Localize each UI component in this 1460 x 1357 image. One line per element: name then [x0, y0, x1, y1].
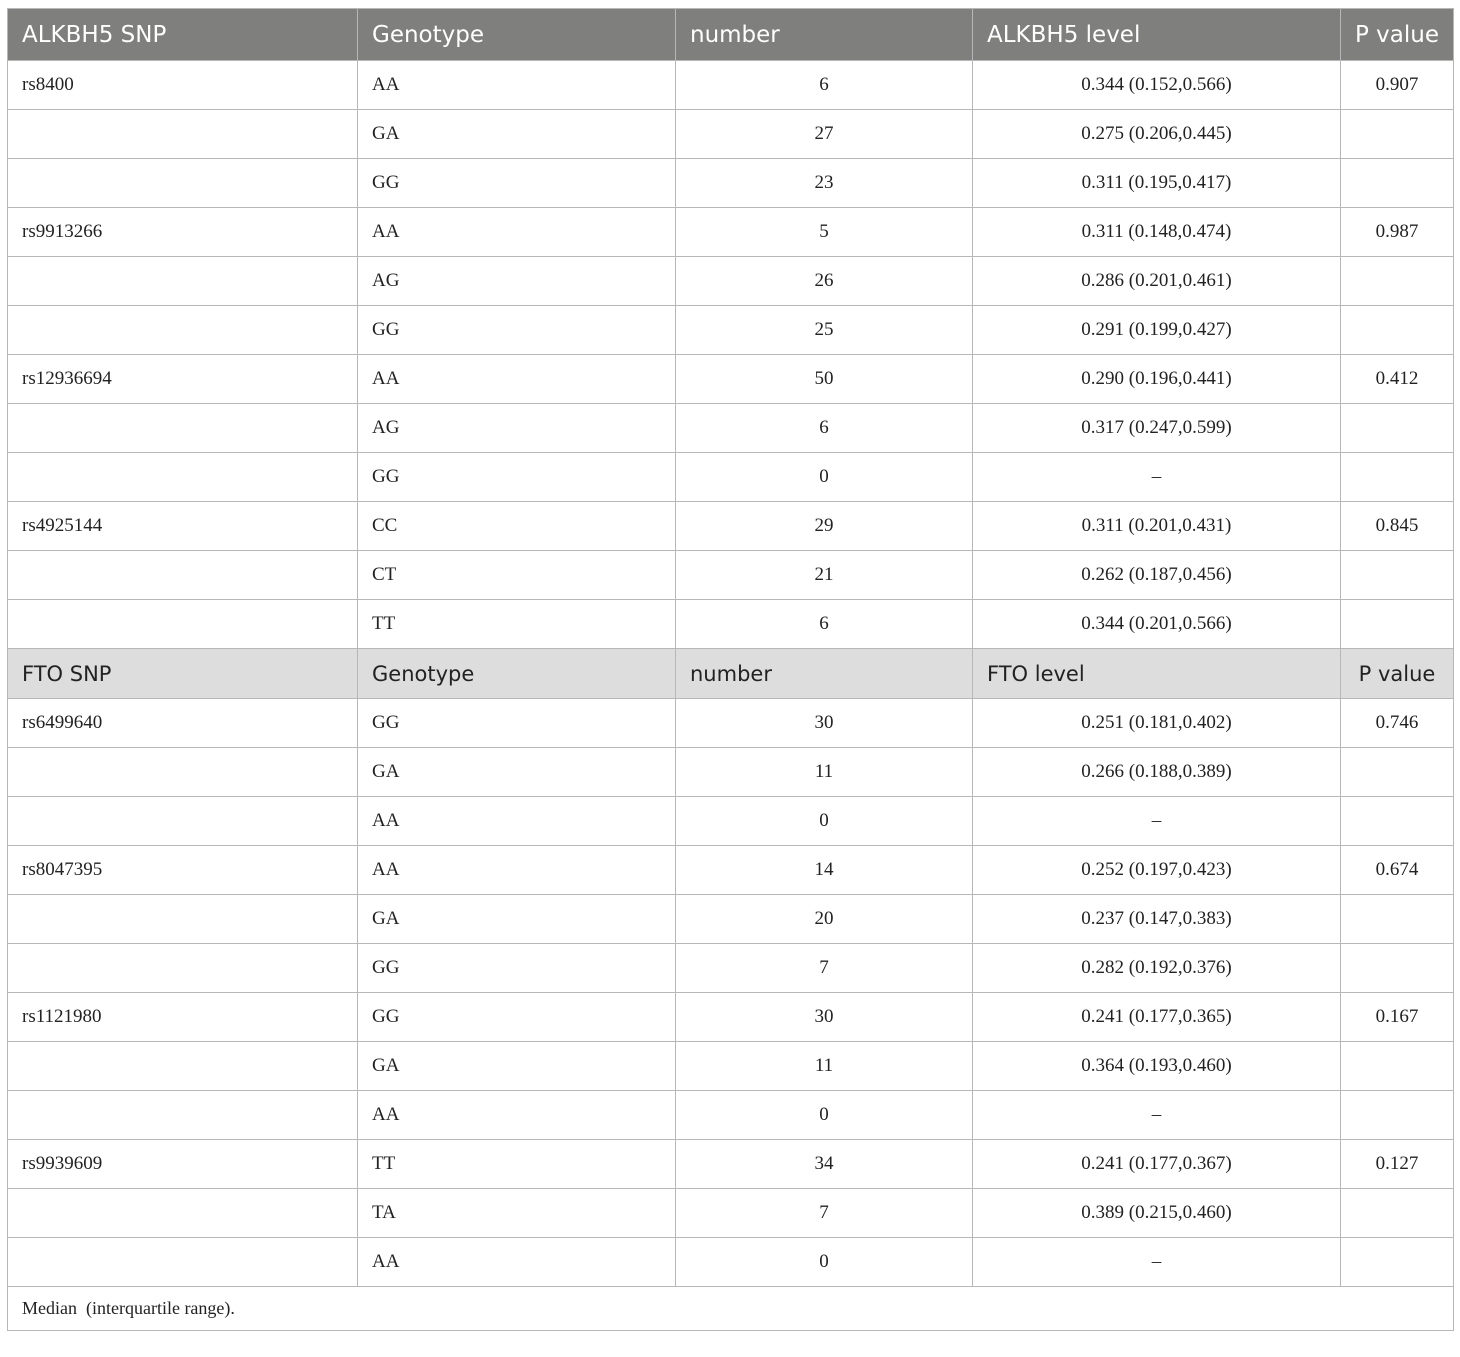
genotype-cell: AA: [358, 797, 676, 846]
snp-cell: [8, 748, 358, 797]
snp-table-container: [7, 8, 1453, 1331]
table-row: [8, 502, 1454, 551]
number-cell: 21: [676, 551, 973, 600]
level-cell: 0.291 (0.199,0.427): [973, 306, 1341, 355]
snp-cell: rs6499640: [8, 699, 358, 748]
footnote-row: [8, 1287, 1454, 1331]
level-cell: 0.241 (0.177,0.365): [973, 993, 1341, 1042]
header-p-value: P value: [1341, 9, 1454, 61]
snp-cell: [8, 1238, 358, 1287]
number-cell: 30: [676, 993, 973, 1042]
snp-cell: [8, 257, 358, 306]
level-cell: –: [973, 1091, 1341, 1140]
level-cell: 0.311 (0.148,0.474): [973, 208, 1341, 257]
table-row: [8, 257, 1454, 306]
table-body: [8, 61, 1454, 1331]
table-row: [8, 944, 1454, 993]
genotype-cell: AG: [358, 404, 676, 453]
p-value-cell: [1341, 1091, 1454, 1140]
number-cell: 5: [676, 208, 973, 257]
snp-cell: [8, 1042, 358, 1091]
table-row: [8, 1091, 1454, 1140]
genotype-cell: CT: [358, 551, 676, 600]
p-value-cell: 0.987: [1341, 208, 1454, 257]
snp-cell: [8, 551, 358, 600]
level-cell: –: [973, 797, 1341, 846]
table-row: [8, 208, 1454, 257]
number-cell: 14: [676, 846, 973, 895]
number-cell: 26: [676, 257, 973, 306]
table-header: [8, 9, 1454, 61]
table-row: [8, 699, 1454, 748]
level-cell: 0.317 (0.247,0.599): [973, 404, 1341, 453]
subheader-number: number: [676, 649, 973, 699]
level-cell: 0.311 (0.201,0.431): [973, 502, 1341, 551]
number-cell: 6: [676, 600, 973, 649]
genotype-cell: AA: [358, 1091, 676, 1140]
header-snp: ALKBH5 SNP: [8, 9, 358, 61]
number-cell: 0: [676, 453, 973, 502]
header-level: ALKBH5 level: [973, 9, 1341, 61]
p-value-cell: 0.127: [1341, 1140, 1454, 1189]
snp-cell: rs1121980: [8, 993, 358, 1042]
snp-table: [7, 8, 1454, 1331]
number-cell: 11: [676, 748, 973, 797]
level-cell: 0.290 (0.196,0.441): [973, 355, 1341, 404]
p-value-cell: [1341, 306, 1454, 355]
genotype-cell: GG: [358, 306, 676, 355]
p-value-cell: 0.845: [1341, 502, 1454, 551]
subheader-genotype: Genotype: [358, 649, 676, 699]
subheader-snp: FTO SNP: [8, 649, 358, 699]
level-cell: 0.251 (0.181,0.402): [973, 699, 1341, 748]
p-value-cell: [1341, 1042, 1454, 1091]
genotype-cell: TT: [358, 1140, 676, 1189]
genotype-cell: CC: [358, 502, 676, 551]
p-value-cell: 0.167: [1341, 993, 1454, 1042]
level-cell: 0.311 (0.195,0.417): [973, 159, 1341, 208]
fto-subheader-row: [8, 649, 1454, 699]
level-cell: 0.241 (0.177,0.367): [973, 1140, 1341, 1189]
p-value-cell: [1341, 551, 1454, 600]
genotype-cell: AG: [358, 257, 676, 306]
number-cell: 29: [676, 502, 973, 551]
table-row: [8, 61, 1454, 110]
table-row: [8, 159, 1454, 208]
number-cell: 6: [676, 61, 973, 110]
table-row: [8, 551, 1454, 600]
table-row: [8, 404, 1454, 453]
genotype-cell: GA: [358, 895, 676, 944]
number-cell: 27: [676, 110, 973, 159]
table-row: [8, 748, 1454, 797]
number-cell: 20: [676, 895, 973, 944]
p-value-cell: 0.412: [1341, 355, 1454, 404]
p-value-cell: [1341, 453, 1454, 502]
level-cell: 0.237 (0.147,0.383): [973, 895, 1341, 944]
level-cell: 0.364 (0.193,0.460): [973, 1042, 1341, 1091]
level-cell: 0.266 (0.188,0.389): [973, 748, 1341, 797]
snp-cell: [8, 159, 358, 208]
table-row: [8, 110, 1454, 159]
genotype-cell: TT: [358, 600, 676, 649]
genotype-cell: GG: [358, 699, 676, 748]
number-cell: 0: [676, 797, 973, 846]
genotype-cell: AA: [358, 355, 676, 404]
table-row: [8, 600, 1454, 649]
table-row: [8, 453, 1454, 502]
p-value-cell: [1341, 895, 1454, 944]
table-row: [8, 797, 1454, 846]
genotype-cell: AA: [358, 61, 676, 110]
genotype-cell: AA: [358, 846, 676, 895]
number-cell: 25: [676, 306, 973, 355]
genotype-cell: GG: [358, 453, 676, 502]
number-cell: 30: [676, 699, 973, 748]
snp-cell: rs8047395: [8, 846, 358, 895]
genotype-cell: TA: [358, 1189, 676, 1238]
table-row: [8, 895, 1454, 944]
number-cell: 11: [676, 1042, 973, 1091]
number-cell: 6: [676, 404, 973, 453]
footnote: Median (interquartile range).: [8, 1287, 1454, 1331]
table-row: [8, 1238, 1454, 1287]
level-cell: 0.275 (0.206,0.445): [973, 110, 1341, 159]
snp-cell: [8, 306, 358, 355]
p-value-cell: 0.746: [1341, 699, 1454, 748]
genotype-cell: GA: [358, 748, 676, 797]
snp-cell: rs9913266: [8, 208, 358, 257]
snp-cell: [8, 453, 358, 502]
table-row: [8, 1042, 1454, 1091]
number-cell: 34: [676, 1140, 973, 1189]
table-row: [8, 1189, 1454, 1238]
table-row: [8, 306, 1454, 355]
level-cell: –: [973, 453, 1341, 502]
snp-cell: [8, 1189, 358, 1238]
table-row: [8, 355, 1454, 404]
header-number: number: [676, 9, 973, 61]
table-row: [8, 1140, 1454, 1189]
snp-cell: rs4925144: [8, 502, 358, 551]
number-cell: 7: [676, 944, 973, 993]
level-cell: 0.286 (0.201,0.461): [973, 257, 1341, 306]
number-cell: 0: [676, 1238, 973, 1287]
header-row: [8, 9, 1454, 61]
snp-cell: [8, 944, 358, 993]
p-value-cell: [1341, 159, 1454, 208]
number-cell: 23: [676, 159, 973, 208]
genotype-cell: GG: [358, 993, 676, 1042]
snp-cell: [8, 797, 358, 846]
p-value-cell: 0.674: [1341, 846, 1454, 895]
number-cell: 50: [676, 355, 973, 404]
level-cell: 0.389 (0.215,0.460): [973, 1189, 1341, 1238]
snp-cell: [8, 1091, 358, 1140]
p-value-cell: [1341, 944, 1454, 993]
p-value-cell: [1341, 257, 1454, 306]
snp-cell: [8, 110, 358, 159]
snp-cell: [8, 600, 358, 649]
p-value-cell: [1341, 1238, 1454, 1287]
p-value-cell: [1341, 110, 1454, 159]
genotype-cell: GA: [358, 1042, 676, 1091]
genotype-cell: AA: [358, 208, 676, 257]
p-value-cell: [1341, 748, 1454, 797]
genotype-cell: GG: [358, 944, 676, 993]
table-row: [8, 846, 1454, 895]
snp-cell: rs9939609: [8, 1140, 358, 1189]
snp-cell: rs8400: [8, 61, 358, 110]
level-cell: 0.282 (0.192,0.376): [973, 944, 1341, 993]
snp-cell: [8, 895, 358, 944]
number-cell: 7: [676, 1189, 973, 1238]
level-cell: 0.262 (0.187,0.456): [973, 551, 1341, 600]
header-genotype: Genotype: [358, 9, 676, 61]
p-value-cell: [1341, 600, 1454, 649]
number-cell: 0: [676, 1091, 973, 1140]
level-cell: 0.344 (0.152,0.566): [973, 61, 1341, 110]
p-value-cell: [1341, 797, 1454, 846]
snp-cell: rs12936694: [8, 355, 358, 404]
genotype-cell: AA: [358, 1238, 676, 1287]
snp-cell: [8, 404, 358, 453]
table-row: [8, 993, 1454, 1042]
level-cell: 0.344 (0.201,0.566): [973, 600, 1341, 649]
p-value-cell: 0.907: [1341, 61, 1454, 110]
genotype-cell: GG: [358, 159, 676, 208]
level-cell: 0.252 (0.197,0.423): [973, 846, 1341, 895]
subheader-level: FTO level: [973, 649, 1341, 699]
level-cell: –: [973, 1238, 1341, 1287]
p-value-cell: [1341, 1189, 1454, 1238]
subheader-p-value: P value: [1341, 649, 1454, 699]
p-value-cell: [1341, 404, 1454, 453]
genotype-cell: GA: [358, 110, 676, 159]
